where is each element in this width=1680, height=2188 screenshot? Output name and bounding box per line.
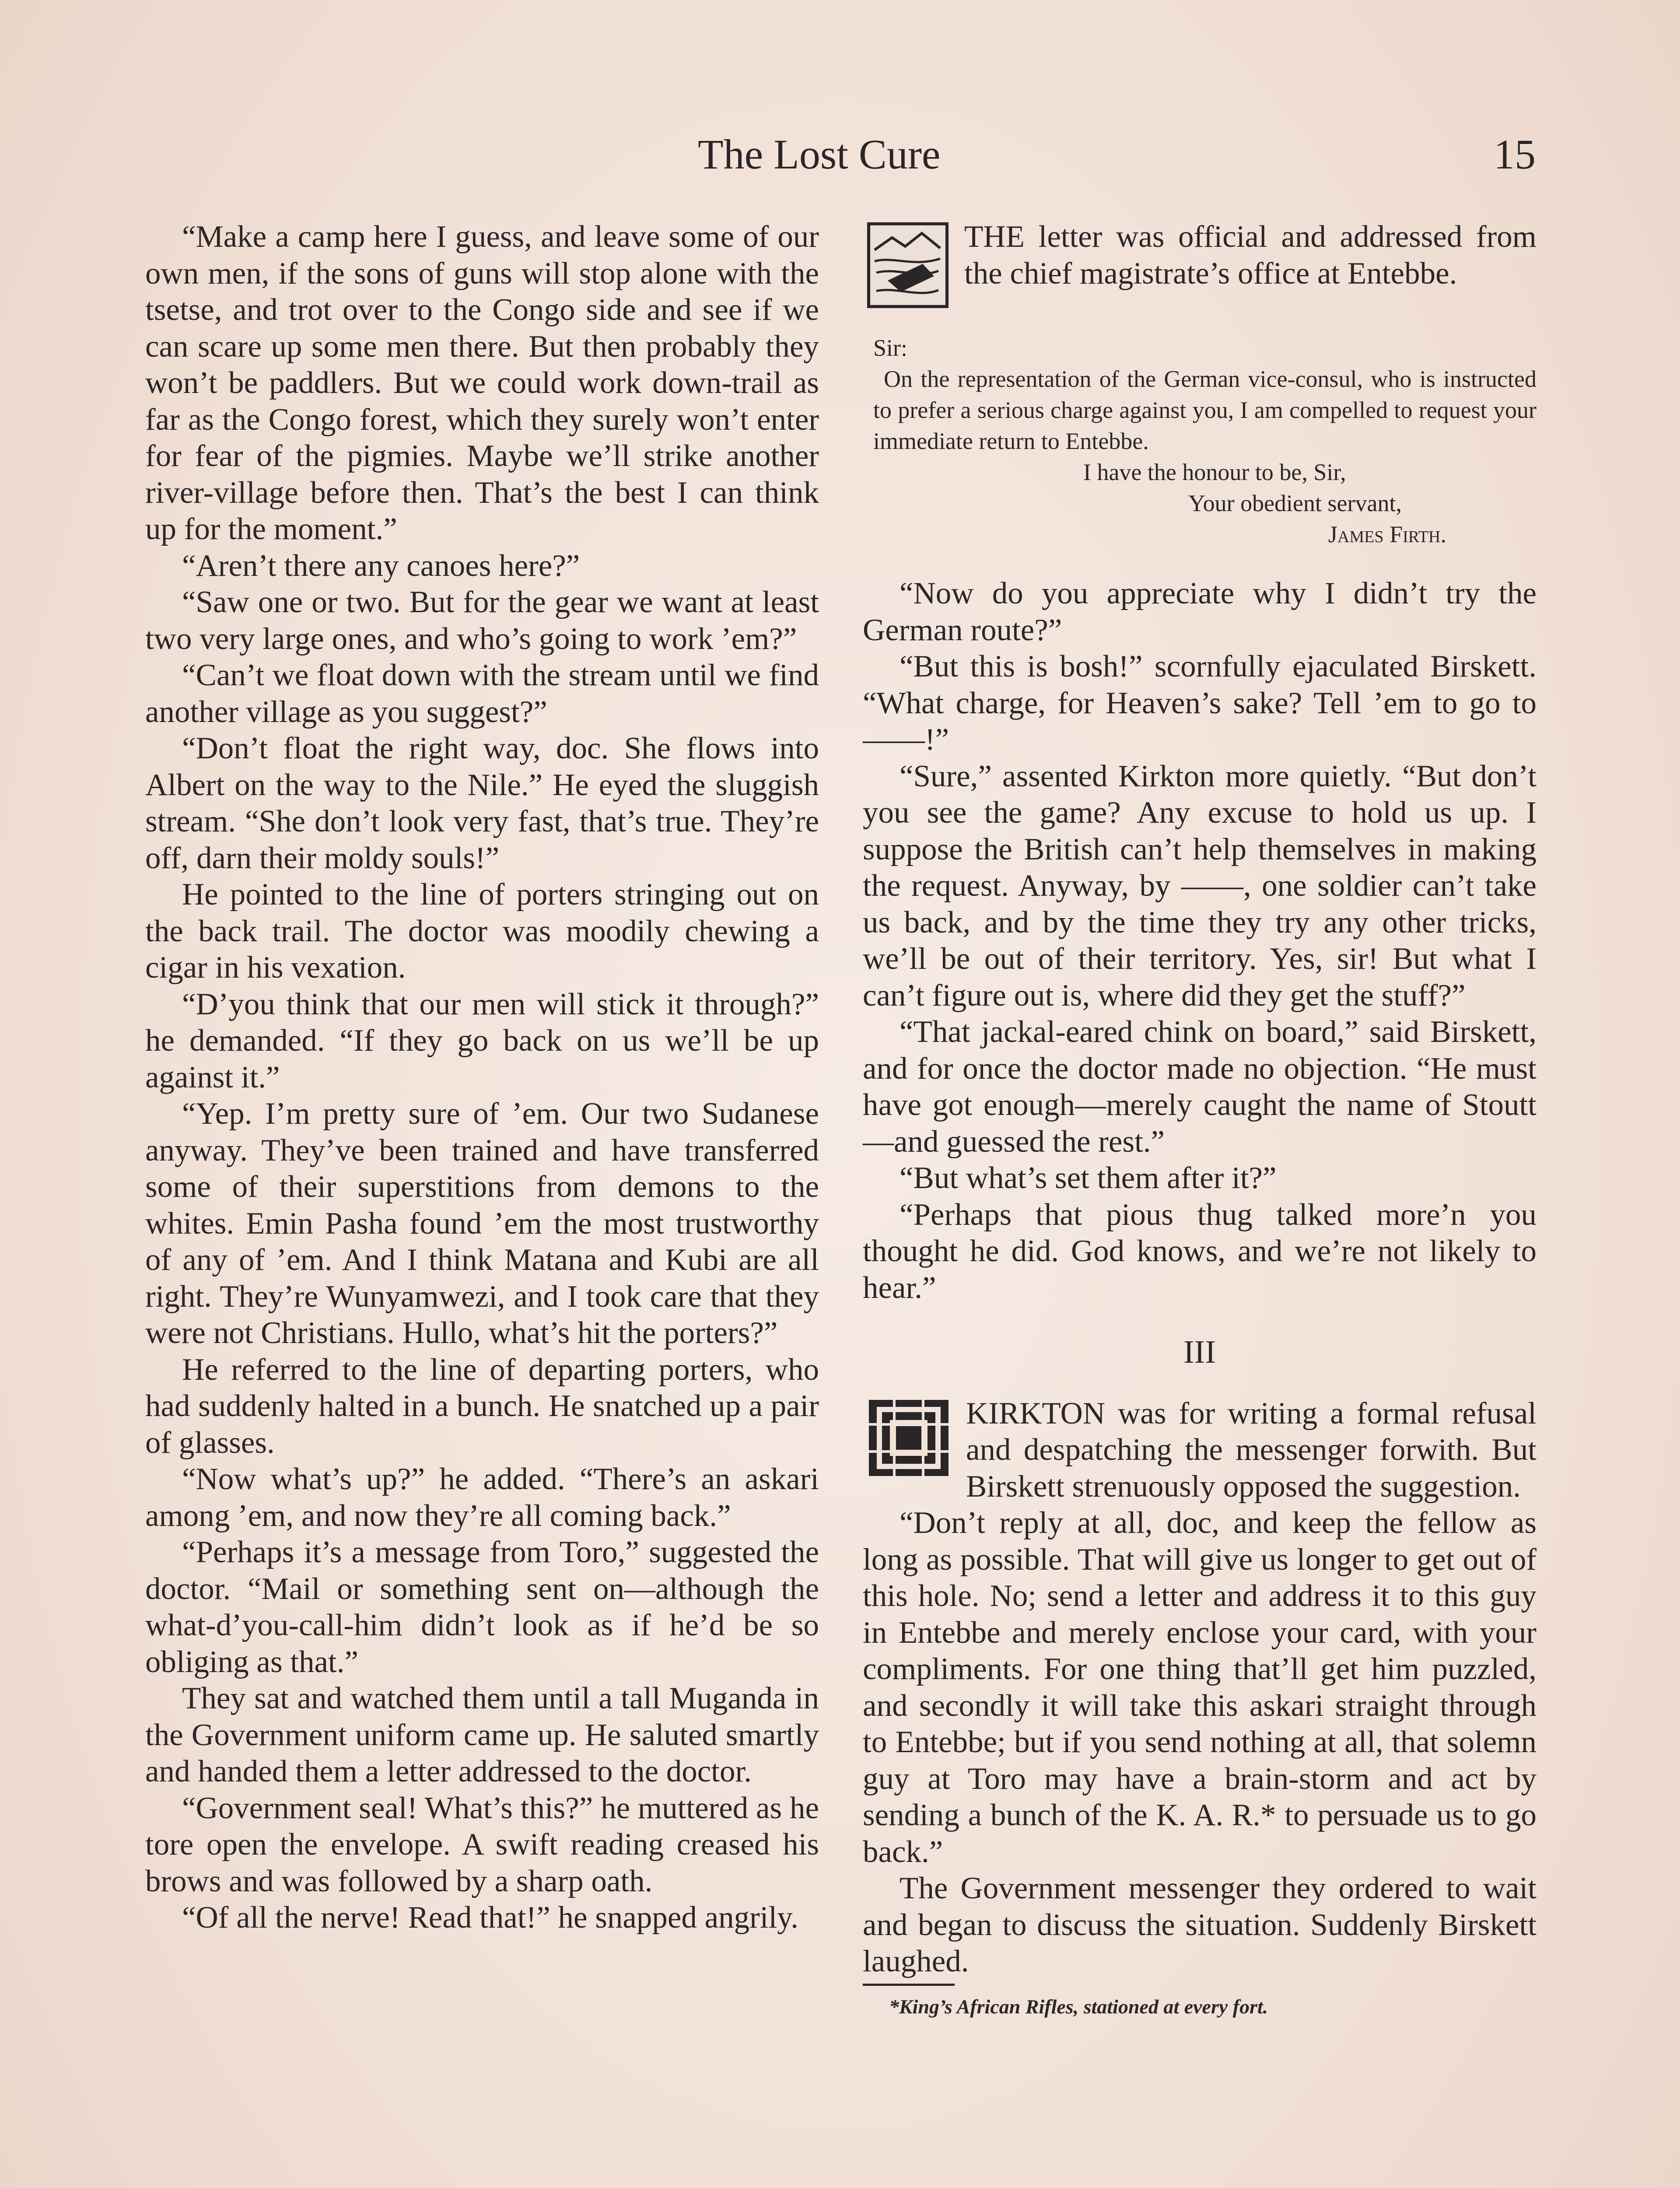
right-column: [863, 219, 1536, 2020]
letter-signature: James Firth.: [1328, 521, 1446, 547]
paragraph: “That jackal-eared chink on board,” said Birskett, and for once the doctor made no objection. “He must have got enough—merely caught the name of Stoutt—and guessed the rest.”: [863, 1015, 1536, 1159]
letter-salutation: Sir:: [873, 335, 908, 361]
paragraph: “But what’s set them after it?”: [900, 1161, 1277, 1195]
letter-closing: Your obedient servant,: [1188, 490, 1402, 516]
paragraph: “D’you think that our men will stick it through?” he demanded. “If they go back on us we’ll be up against it.”: [145, 987, 819, 1094]
paragraph: “Sure,” assented Kirkton more quietly. “But don’t you see the game? Any excuse to hold us up. I suppose the British can’t help themselves in making the request. Anyway, by ——, one soldier can’t take us back, and by the time they try any other tricks, we’ll be out of their territory. Yes, sir! But what I can’t figure out is, where did they get the stuff?”: [863, 759, 1536, 1013]
patterned-block-icon: [867, 1398, 950, 1478]
paragraph: “Don’t reply at all, doc, and keep the fellow as long as possible. That will give us longer to get out of this hole. No; send a letter and address it to this guy in Entebbe and merely enclose your card, with your compliments. For one thing that’ll get him puzzled, and secondly it will take this askari straight through to Entebbe; but if you send nothing at all, that solemn guy at Toro may have a brain-storm and act by sending a bunch of the K. A. R.* to persuade us to go back.”: [863, 1506, 1536, 1869]
paragraph: “Now do you appreciate why I didn’t try the German route?”: [863, 576, 1536, 647]
paragraph: “But this is bosh!” scornfully ejaculated Birskett. “What charge, for Heaven’s sake? Tell ’em to go to ——!”: [863, 649, 1536, 757]
paragraph: “Aren’t there any canoes here?”: [182, 548, 580, 583]
paragraph: He referred to the line of departing porters, who had suddenly halted in a bunch. He snatched up a pair of glasses.: [145, 1352, 819, 1460]
paragraph: He pointed to the line of porters stringing out on the back trail. The doctor was moodily chewing a cigar in his vexation.: [145, 877, 819, 985]
paragraph: “Make a camp here I guess, and leave some of our own men, if the sons of guns will stop alone with the tsetse, and trot over to the Congo side and see if we can scare up some men there. But then probably they won’t be paddlers. But we could work down-trail as far as the Congo forest, which they surely won’t enter for fear of the pigmies. Maybe we’ll strike another river-village before then. That’s the best I can think up for the moment.”: [145, 220, 819, 546]
paragraph: “Yep. I’m pretty sure of ’em. Our two Sudanese anyway. They’ve been trained and have transferred some of their superstitions from demons to the whites. Emin Pasha found ’em the most trustworthy of any of ’em. And I think Matana and Kubi are all right. They’re Wunyamwezi, and I took care that they were not Christians. Hullo, what’s hit the porters?”: [145, 1097, 819, 1350]
intro-paragraph: THE letter was official and addressed from the chief magistrate’s office at Entebbe.: [863, 219, 1536, 308]
landscape-vignette-icon: [867, 222, 948, 308]
paragraph: “Can’t we float down with the stream until we find another village as you suggest?”: [145, 658, 819, 729]
page-number: 15: [1494, 131, 1536, 178]
left-column: [145, 219, 819, 1936]
footnote-rule: [863, 1984, 955, 1986]
paragraph: “Of all the nerve! Read that!” he snapped angrily.: [182, 1900, 798, 1935]
section-first-paragraph: KIRKTON was for writing a formal refusal and despatching the messenger forwith. But Birskett strenuously opposed the suggestion.: [863, 1396, 1536, 1505]
letter-block: [863, 333, 1536, 550]
paragraph: “Government seal! What’s this?” he muttered as he tore open the envelope. A swift reading creased his brows and was followed by a sharp oath.: [145, 1791, 819, 1898]
paragraph: “Perhaps that pious thug talked more’n you thought he did. God knows, and we’re not likely to hear.”: [863, 1197, 1536, 1305]
page-header: [0, 126, 1680, 183]
paragraph: “Don’t float the right way, doc. She flows into Albert on the way to the Nile.” He eyed the sluggish stream. “She don’t look very fast, that’s true. They’re off, darn their moldy souls!”: [145, 731, 819, 875]
section-number: III: [1183, 1334, 1216, 1370]
paragraph: “Perhaps it’s a message from Toro,” suggested the doctor. “Mail or something sent on—although the what-d’you-call-him didn’t look as if he’d be so obliging as that.”: [145, 1535, 819, 1679]
running-title: The Lost Cure: [698, 131, 941, 178]
footnote: *King’s African Rifles, stationed at every fort.: [889, 1995, 1268, 2018]
paragraph: “Now what’s up?” he added. “There’s an askari among ’em, and now they’re all coming back.”: [145, 1462, 819, 1533]
paragraph: They sat and watched them until a tall Muganda in the Government uniform came up. He saluted smartly and handed them a letter addressed to the doctor.: [145, 1681, 819, 1788]
letter-body: On the representation of the German vice-consul, who is instructed to prefer a serious charge against you, I am compelled to request your immediate return to Entebbe.: [873, 366, 1536, 454]
paragraph: The Government messenger they ordered to wait and began to discuss the situation. Suddenly Birskett laughed.: [863, 1871, 1536, 1978]
paragraph: “Saw one or two. But for the gear we want at least two very large ones, and who’s going to work ’em?”: [145, 585, 819, 656]
letter-closing: I have the honour to be, Sir,: [1083, 459, 1346, 485]
